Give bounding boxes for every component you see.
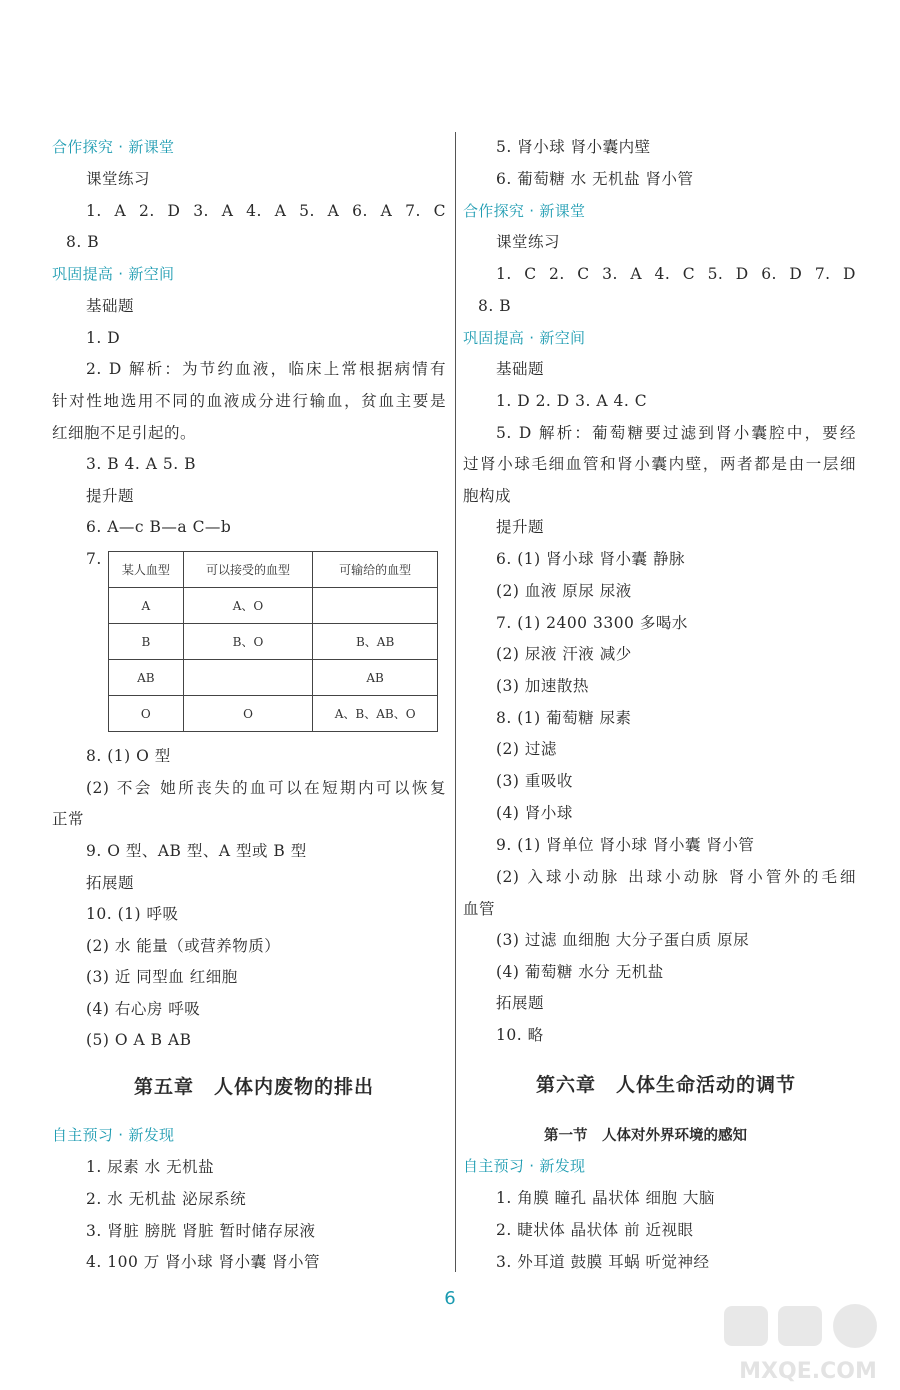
answer-line: 3. B 4. A 5. B — [86, 455, 196, 473]
section-title: 第一节 人体对外界环境的感知 — [544, 1127, 747, 1144]
answer-line: 6. 葡萄糖 水 无机盐 肾小管 — [496, 170, 694, 188]
table-cell: A — [109, 588, 184, 624]
answer-line: (2) 血液 原尿 尿液 — [496, 582, 632, 600]
subheading-practice: 课堂练习 — [86, 170, 151, 188]
section-heading-consolidate: 巩固提高 · 新空间 — [463, 329, 586, 347]
table-cell: AB — [313, 660, 438, 696]
section-heading-cooperative: 合作探究 · 新课堂 — [463, 202, 586, 220]
answer-line: (2) 过滤 — [496, 740, 557, 758]
answer-line: 2. 睫状体 晶状体 前 近视眼 — [496, 1221, 694, 1239]
table-header-cell: 可输给的血型 — [313, 552, 438, 588]
answer-line: (2) 入球小动脉 出球小动脉 肾小管外的毛细 — [496, 868, 856, 886]
subheading-advanced: 提升题 — [496, 518, 545, 536]
answer-line: 10. 略 — [496, 1026, 544, 1044]
table-row — [109, 696, 438, 732]
watermark-text: MXQE.COM — [739, 1359, 877, 1384]
answer-line: 正常 — [52, 810, 85, 828]
answer-line: 2. 水 无机盐 泌尿系统 — [86, 1190, 247, 1208]
answer-line: (4) 肾小球 — [496, 804, 573, 822]
subheading-extension: 拓展题 — [86, 874, 135, 892]
answer-line: 1. C 2. C 3. A 4. C 5. D 6. D 7. D — [496, 265, 856, 283]
answer-line: 3. 肾脏 膀胱 肾脏 暂时储存尿液 — [86, 1222, 316, 1240]
subheading-basic: 基础题 — [496, 360, 545, 378]
subheading-practice: 课堂练习 — [496, 233, 561, 251]
table-row — [109, 588, 438, 624]
answer-line: (3) 加速散热 — [496, 677, 589, 695]
answer-line: 6. A—c B—a C—b — [86, 518, 232, 536]
answer-line: 4. 100 万 肾小球 肾小囊 肾小管 — [86, 1253, 321, 1271]
answer-line: 8. (1) 葡萄糖 尿素 — [496, 709, 632, 727]
section-heading-preview: 自主预习 · 新发现 — [463, 1157, 586, 1175]
answer-line: 1. 尿素 水 无机盐 — [86, 1158, 215, 1176]
table-cell — [183, 660, 313, 696]
table-cell: A、O — [183, 588, 313, 624]
answer-line: 血管 — [463, 900, 496, 918]
section-heading-consolidate: 巩固提高 · 新空间 — [52, 265, 175, 283]
answer-line: 9. (1) 肾单位 肾小球 肾小囊 肾小管 — [496, 836, 755, 854]
answer-line: 1. D 2. D 3. A 4. C — [496, 392, 648, 410]
answer-line: 8. B — [478, 297, 512, 315]
subheading-extension: 拓展题 — [496, 994, 545, 1012]
answer-line: 红细胞不足引起的。 — [52, 424, 197, 442]
chapter-title: 第五章 人体内废物的排出 — [134, 1076, 375, 1098]
table-row — [109, 624, 438, 660]
answer-line: (3) 过滤 血细胞 大分子蛋白质 原尿 — [496, 931, 750, 949]
section-heading-cooperative: 合作探究 · 新课堂 — [52, 138, 175, 156]
answer-line: (5) O A B AB — [86, 1031, 192, 1049]
table-cell — [313, 588, 438, 624]
table-cell: B、O — [183, 624, 313, 660]
table-cell: A、B、AB、O — [313, 696, 438, 732]
answer-line: 5. 肾小球 肾小囊内壁 — [496, 138, 651, 156]
table-cell: B、AB — [313, 624, 438, 660]
answer-line: 2. D 解析：为节约血液，临床上常根据病情有 — [86, 360, 446, 378]
chapter-title: 第六章 人体生命活动的调节 — [536, 1074, 797, 1096]
answer-line: 1. D — [86, 329, 121, 347]
watermark-logo — [720, 1300, 895, 1388]
answer-line: (3) 重吸收 — [496, 772, 573, 790]
answer-line: 1. 角膜 瞳孔 晶状体 细胞 大脑 — [496, 1189, 715, 1207]
section-heading-preview: 自主预习 · 新发现 — [52, 1126, 175, 1144]
answer-line: (2) 不会 她所丧失的血可以在短期内可以恢复 — [86, 779, 446, 797]
answer-line: (4) 右心房 呼吸 — [86, 1000, 201, 1018]
answer-line: 3. 外耳道 鼓膜 耳蜗 听觉神经 — [496, 1253, 710, 1271]
subheading-basic: 基础题 — [86, 297, 135, 315]
answer-line: 针对性地选用不同的血液成分进行输血，贫血主要是 — [52, 392, 446, 410]
page-number: 6 — [444, 1288, 456, 1309]
table-row — [109, 660, 438, 696]
table-cell: O — [183, 696, 313, 732]
answer-line: 6. (1) 肾小球 肾小囊 静脉 — [496, 550, 685, 568]
table-cell: O — [109, 696, 184, 732]
blood-type-table — [108, 551, 438, 732]
table-header-cell: 某人血型 — [109, 552, 184, 588]
answer-line: 胞构成 — [463, 487, 512, 505]
answer-label: 7. — [86, 550, 102, 568]
answer-line: 1. A 2. D 3. A 4. A 5. A 6. A 7. C — [86, 202, 446, 220]
answer-line: (4) 葡萄糖 水分 无机盐 — [496, 963, 664, 981]
answer-line: 7. (1) 2400 3300 多喝水 — [496, 614, 688, 632]
answer-line: (3) 近 同型血 红细胞 — [86, 968, 238, 986]
answer-line: 5. D 解析：葡萄糖要过滤到肾小囊腔中，要经 — [496, 424, 856, 442]
table-header-row — [109, 552, 438, 588]
table-cell: AB — [109, 660, 184, 696]
column-divider — [455, 132, 456, 1272]
subheading-advanced: 提升题 — [86, 487, 135, 505]
answer-line: 8. B — [66, 233, 100, 251]
answer-line: 10. (1) 呼吸 — [86, 905, 179, 923]
answer-line: 过肾小球毛细血管和肾小囊内壁，两者都是由一层细 — [463, 455, 856, 473]
table-header-cell: 可以接受的血型 — [183, 552, 313, 588]
answer-line: (2) 水 能量（或营养物质） — [86, 937, 281, 955]
answer-line: 8. (1) O 型 — [86, 747, 171, 765]
answer-line: 9. O 型、AB 型、A 型或 B 型 — [86, 842, 307, 860]
answer-line: (2) 尿液 汗液 减少 — [496, 645, 632, 663]
table-cell: B — [109, 624, 184, 660]
